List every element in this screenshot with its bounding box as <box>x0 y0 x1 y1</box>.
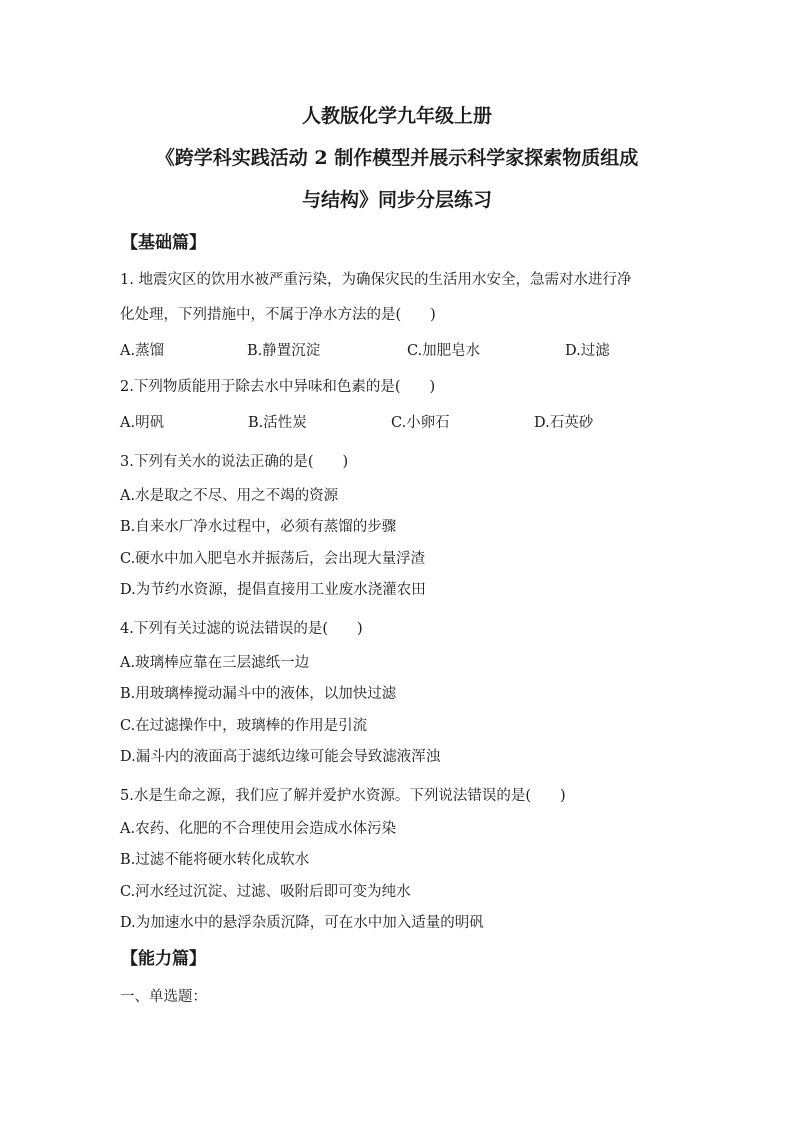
question-2-line-1: 2.下列物质能用于除去水中异味和色素的是( ) <box>120 379 436 395</box>
question-1-option-b: B.静置沉淀 <box>247 343 321 359</box>
title-line-2: 《跨学科实践活动 2 制作模型并展示科学家探索物质组成 <box>155 147 639 169</box>
question-4-option-c: C.在过滤操作中，玻璃棒的作用是引流 <box>120 718 368 734</box>
question-2-option-b: B.活性炭 <box>248 415 307 431</box>
title-line-1: 人教版化学九年级上册 <box>301 105 492 127</box>
question-3-option-a: A.水是取之不尽、用之不竭的资源 <box>120 488 339 504</box>
question-5-option-c: C.河水经过沉淀、过滤、吸附后即可变为纯水 <box>120 884 411 900</box>
question-1-line-1: 1. 地震灾区的饮用水被严重污染，为确保灾民的生活用水安全，急需对水进行净 <box>120 272 632 288</box>
question-4-option-b: B.用玻璃棒搅动漏斗中的液体，以加快过滤 <box>120 686 397 702</box>
question-4-option-d: D.漏斗内的液面高于滤纸边缘可能会导致滤液浑浊 <box>120 749 441 765</box>
question-5-option-b: B.过滤不能将硬水转化成软水 <box>120 852 310 868</box>
question-2-option-c: C.小卵石 <box>391 415 450 431</box>
question-5-option-a: A.农药、化肥的不合理使用会造成水体污染 <box>120 821 397 837</box>
section-subheading-single-choice: 一、单选题： <box>120 989 207 1005</box>
question-1-line-2: 化处理，下列措施中，不属于净水方法的是( ) <box>120 307 436 323</box>
question-5-option-d: D.为加速水中的悬浮杂质沉降，可在水中加入适量的明矾 <box>120 915 484 931</box>
question-1-option-d: D.过滤 <box>565 343 610 359</box>
title-line-3: 与结构》同步分层练习 <box>301 189 492 211</box>
question-1-option-c: C.加肥皂水 <box>407 343 481 359</box>
question-3-option-b: B.自来水厂净水过程中，必须有蒸馏的步骤 <box>120 519 397 535</box>
question-3-line-1: 3.下列有关水的说法正确的是( ) <box>120 454 349 470</box>
section-heading-ability: 【能力篇】 <box>121 949 206 969</box>
question-2-option-a: A.明矾 <box>120 415 165 431</box>
question-4-option-a: A.玻璃棒应靠在三层滤纸一边 <box>120 655 310 671</box>
question-2-option-d: D.石英砂 <box>534 415 594 431</box>
question-4-line-1: 4.下列有关过滤的说法错误的是( ) <box>120 621 363 637</box>
question-3-option-d: D.为节约水资源，提倡直接用工业废水浇灌农田 <box>120 582 426 598</box>
question-5-line-1: 5.水是生命之源，我们应了解并爱护水资源。下列说法错误的是( ) <box>120 788 566 804</box>
question-1-option-a: A.蒸馏 <box>120 343 165 359</box>
section-heading-basic: 【基础篇】 <box>121 233 206 253</box>
question-3-option-c: C.硬水中加入肥皂水并振荡后，会出现大量浮渣 <box>120 551 426 567</box>
